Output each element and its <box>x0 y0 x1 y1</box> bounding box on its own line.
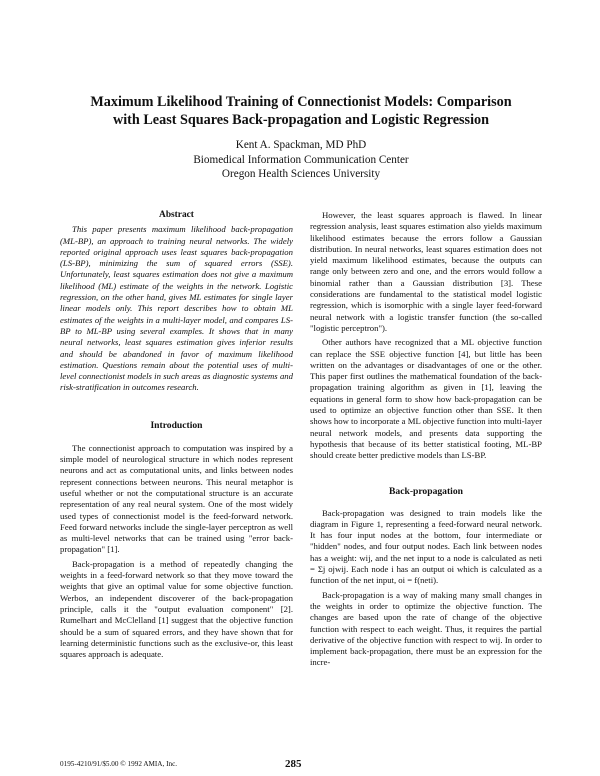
copyright-line: 0195-4210/91/$5.00 © 1992 AMIA, Inc. <box>60 760 178 768</box>
right-paragraph-2: Other authors have recognized that a ML objective function can replace the SSE objective function [4], but little has been written on the advantages or disadvantages of one or the other. This paper first outlines the mathematical foundation of the back-propagation training algorithm as given in [1], leaving the equations in general form to show how back-propagation can be used to optimize an objective function other than SSE. It then shows how to incorporate a ML objective function into multi-layer neural network models, and presents data supporting the hypothesis that because of its better statistical footing, ML-BP should create better predictive models than LS-BP. <box>310 337 543 461</box>
introduction-heading: Introduction <box>150 419 203 431</box>
affiliation-line-1: Biomedical Information Communication Center <box>193 153 409 166</box>
affiliation-line-2: Oregon Health Sciences University <box>221 168 381 180</box>
title-line-2: with Least Squares Back-propagation and Logistic Regression <box>112 112 490 128</box>
author-block <box>60 138 542 182</box>
introduction-paragraph-1: The connectionist approach to computation was inspired by a simple model of neurological structure in which nodes represent neurons and act as computational units, and links between nodes represent connections between neurons. This neural metaphor is useful whether or not the computational structure is an accurate representation of any real neural system. One of the most widely used types of connectionist model is the feed-forward network. Feed forward networks include the single-layer perceptron as well as multi-level networks that can be trained using "error back-propagation" [1]. <box>60 442 293 555</box>
right-paragraph-1: However, the least squares approach is flawed. In linear regression analysis, least squares estimation also yields maximum likelihood estimates because the errors follow a Gaussian distribution. In neural networks, least squares estimation does not yield maximum likelihood estimates, because the outputs can range only between zero and one, and the errors would follow a binomial rather than a Gaussian distribution [3]. These considerations are fundamental to the statistical model logistic regression, which is isomorphic with a single layer feed-forward neural network with a logistic transfer function (the so-called "logistic perceptron"). <box>310 210 542 333</box>
backprop-heading: Back-propagation <box>389 485 463 497</box>
left-column <box>60 210 293 660</box>
title-line-1: Maximum Likelihood Training of Connectionist Models: Comparison <box>90 94 512 110</box>
backprop-paragraph-2: Back-propagation is a way of making many small changes in the weights in order to optimize the objective function. The changes are based upon the rate of change of the objective function with respect to each weight. Thus, it requires the partial derivative of the objective function with respect to wij. In order to implement back-propagation, there must be an expression for the incre- <box>310 589 542 668</box>
abstract-heading: Abstract <box>159 210 194 220</box>
author-name: Kent A. Spackman, MD PhD <box>235 139 367 151</box>
backprop-paragraph-1: Back-propagation was designed to train models like the diagram in Figure 1, representing a feed-forward neural network. It has four input nodes at the bottom, four intermediate or "hidden" nodes, and four output nodes. Each link between nodes has a weight: wij, and the net input to a node is calculated as neti = Σj ojwij. Each node i has an output oi which is calculated as a function of the net input, oi = f(neti). <box>310 507 542 586</box>
right-column <box>310 210 542 669</box>
paper-title <box>40 93 562 129</box>
abstract-text: This paper presents maximum likelihood back-propagation (ML-BP), an approach to training neural networks. The widely reported original approach uses least squares back-propagation (LS-BP), minimizing the sum of squared errors (SSE). Unfortunately, least squares estimation does not give a maximum likelihood (ML) estimate of the weights in the network. Logistic regression, on the other hand, gives ML estimates for single layer linear models only. This report describes how to obtain ML estimates of the weights in a multi-layer model, and compares LS-BP to ML-BP using several examples. It shows that in many neural networks, least squares estimation gives inferior results and should be abandoned in favor of maximum likelihood estimation. Questions remain about the potential uses of multi-level connectionist models in such areas as diagnostic systems and risk-stratification in outcomes research. <box>60 224 293 393</box>
introduction-paragraph-2: Back-propagation is a method of repeatedly changing the weights in a feed-forward network so that they move toward the weights that give an optimal value for some objective function. Werbos, an independent discoverer of the back-propagation principle, calls it the "output evaluation component" [2]. Rumelhart and McClelland [1] suggest that the objective function should be a sum of squared errors, and they have shown that for learning deterministic functions such as the exclusive-or, this least squares approach is adequate. <box>60 558 293 660</box>
page-number: 285 <box>285 758 302 770</box>
